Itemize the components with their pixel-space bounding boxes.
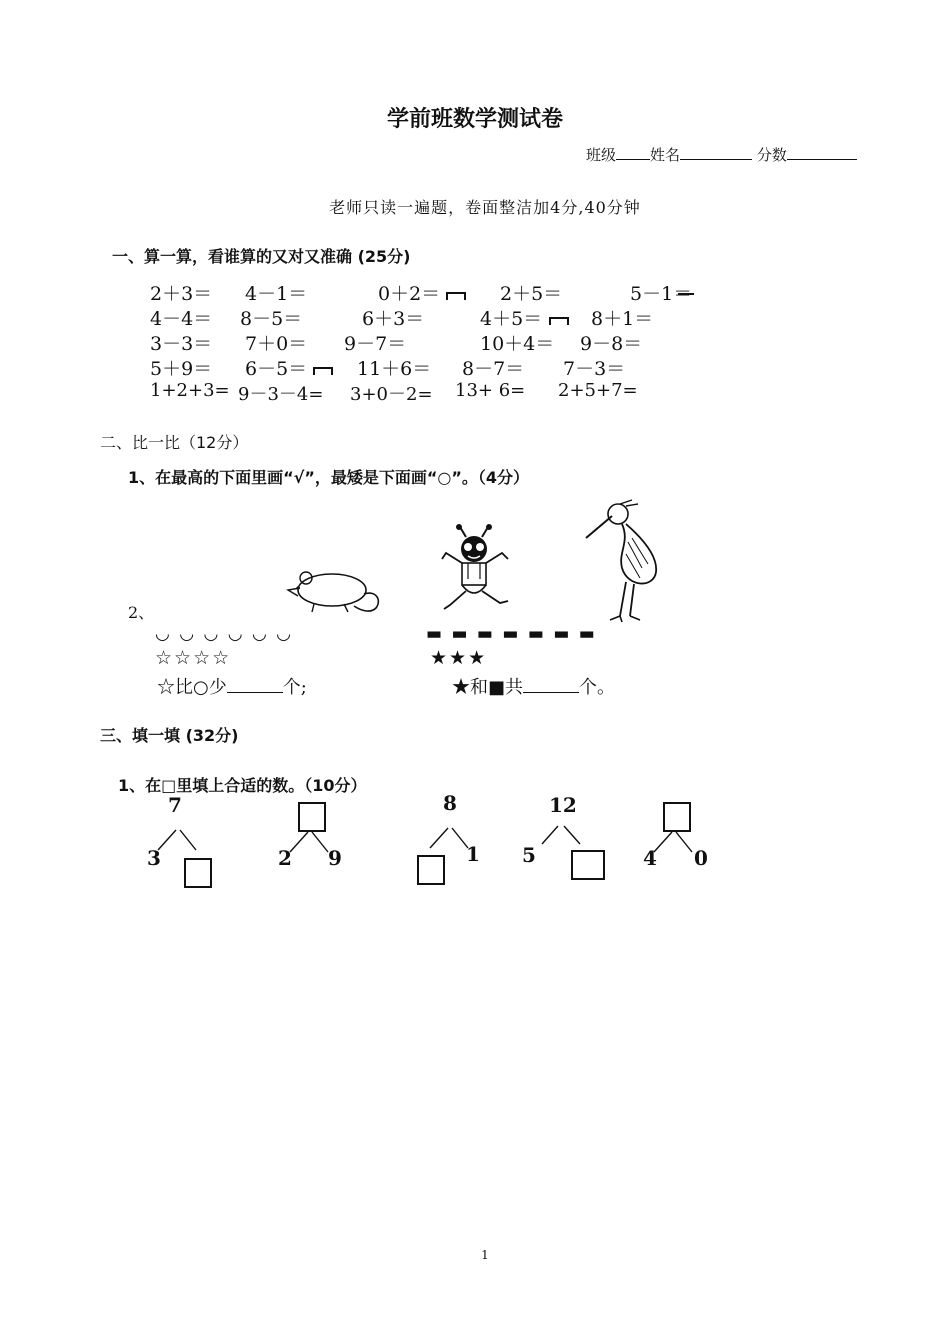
equation: 2＋5＝ <box>500 283 563 305</box>
section3-question1: 1、在□里填上合适的数。（10分） <box>118 776 367 795</box>
student-info-line <box>586 144 857 165</box>
solid-star-row: ★★★ <box>430 647 488 669</box>
compare-left-text: ☆比○少 <box>157 677 227 698</box>
tree-left-number: 3 <box>147 846 161 870</box>
tree-left-number: 4 <box>643 846 657 870</box>
answer-box[interactable] <box>298 802 326 832</box>
compare-right <box>452 673 615 699</box>
tree-top-number: 12 <box>549 793 577 817</box>
mouse-icon <box>284 560 386 618</box>
equation: 5－1＝ <box>630 283 693 305</box>
equation: 8－5＝ <box>240 308 303 330</box>
name-label: 姓名 <box>650 146 681 164</box>
tree-left-number: 5 <box>522 843 536 867</box>
equation: 6－5＝ <box>245 358 308 380</box>
instructions-note: 老师只读一遍题，卷面整洁加4分,40分钟 <box>329 198 641 217</box>
equation: 0＋2＝ <box>378 283 441 305</box>
circle-row: ◡ ◡ ◡ ◡ ◡ ◡ <box>155 624 294 644</box>
equation: 11＋6＝ <box>357 358 432 380</box>
equation: 9－8＝ <box>580 333 643 355</box>
equation: 3－3＝ <box>150 333 213 355</box>
hollow-star-row: ☆☆☆☆ <box>155 647 232 669</box>
answer-box[interactable] <box>663 802 691 832</box>
compare-left <box>157 673 307 699</box>
heron-icon <box>582 498 662 624</box>
section2-question2-label: 2、 <box>128 603 155 622</box>
class-blank[interactable] <box>616 144 650 160</box>
equation: 7－3＝ <box>563 358 626 380</box>
tree-top-number: 7 <box>168 793 182 817</box>
equation: 6＋3＝ <box>362 308 425 330</box>
section3-heading: 三、填一填 (32分) <box>100 726 239 745</box>
section2-heading: 二、比一比（12分） <box>100 433 249 452</box>
section2-question1: 1、在最高的下面里画“√”，最矮是下面画“○”。（4分） <box>128 468 529 487</box>
compare-left-unit: 个; <box>282 677 307 698</box>
equation: 3+0－2= <box>350 384 433 405</box>
tree-right-number: 9 <box>328 846 342 870</box>
answer-mark-icon <box>312 365 334 377</box>
class-label: 班级 <box>586 146 617 164</box>
equation: 2＋3＝ <box>150 283 213 305</box>
tree-right-number: 0 <box>694 846 708 870</box>
equation: 8＋1＝ <box>591 308 654 330</box>
compare-right-unit: 个。 <box>579 677 616 698</box>
equation: 13+ 6= <box>455 380 526 401</box>
score-blank[interactable] <box>787 144 857 160</box>
equation: 4－4＝ <box>150 308 213 330</box>
page-title: 学前班数学测试卷 <box>386 107 563 132</box>
answer-box[interactable] <box>417 855 445 885</box>
equation: 10＋4＝ <box>480 333 555 355</box>
tree-top-number: 8 <box>443 791 457 815</box>
square-row: ▬ ▬ ▬ ▬ ▬ ▬ ▬ <box>426 624 597 644</box>
answer-box[interactable] <box>184 858 212 888</box>
score-label: 分数 <box>756 146 787 164</box>
answer-mark-icon <box>445 290 467 302</box>
equation: 9－7＝ <box>344 333 407 355</box>
tree-right-number: 1 <box>466 842 480 866</box>
answer-mark-icon <box>548 315 570 327</box>
equation: 4－1＝ <box>245 283 308 305</box>
page-number: 1 <box>481 1248 489 1262</box>
tree-left-number: 2 <box>278 846 292 870</box>
answer-mark-icon <box>676 290 696 302</box>
name-blank[interactable] <box>680 144 752 160</box>
section1-heading: 一、算一算，看谁算的又对又准确 (25分) <box>112 247 411 266</box>
equation: 5＋9＝ <box>150 358 213 380</box>
equation: 1+2+3= <box>150 380 230 401</box>
compare-right-text: ★和■共 <box>452 677 524 698</box>
equation: 2+5+7= <box>558 380 638 401</box>
equation: 9－3－4= <box>238 384 324 405</box>
bug-character-icon <box>440 525 514 621</box>
equation: 8－7＝ <box>462 358 525 380</box>
answer-blank[interactable] <box>523 674 579 693</box>
answer-blank[interactable] <box>227 674 283 693</box>
equation: 4＋5＝ <box>480 308 543 330</box>
equation: 7＋0＝ <box>245 333 308 355</box>
answer-box[interactable] <box>571 850 605 880</box>
